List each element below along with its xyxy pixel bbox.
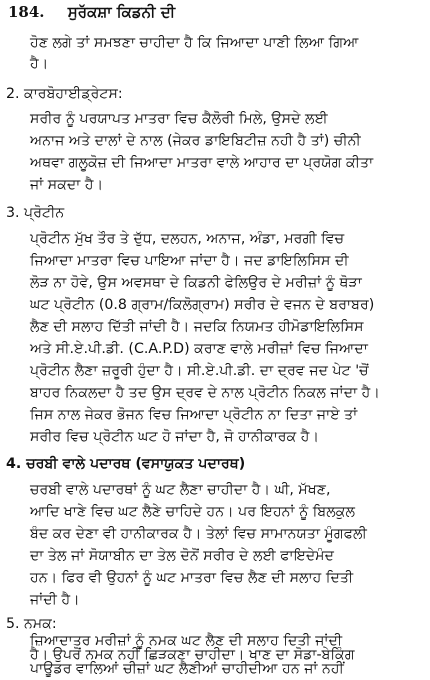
paragraph-line: ਚਰਬੀ ਵਾਲੇ ਪਦਾਰਥਾਂ ਨੂੰ ਘਟ ਲੈਣਾ ਚਾਹੀਦਾ ਹੈ। ਘੀ, ਮੱਖਣ, <box>30 482 331 498</box>
section-heading: 3. ਪ੍ਰੋਟੀਨ <box>6 205 65 221</box>
paragraph-line: ਜਿਸ ਨਾਲ ਜੇਕਰ ਭੋਜਨ ਵਿਚ ਜਿਆਦਾ ਪ੍ਰੋਟੀਨ ਨਾ ਦਿਤਾ ਜਾਏ ਤਾਂ <box>30 407 358 423</box>
section-heading: 5. ਨਮਕ: <box>6 616 57 632</box>
section-heading: 2. ਕਾਰਬੋਹਾਈਡ੍ਰੇਟਸ: <box>6 86 123 102</box>
paragraph-line: ਸਰੀਰ ਨੂੰ ਪਰਯਾਪਤ ਮਾਤਰਾ ਵਿਚ ਕੈਲੋਰੀ ਮਿਲੇ, ਉਸਦੇ ਲਈ <box>30 111 328 127</box>
running-title: ਸੁਰੱਕਸ਼ਾ ਕਿਡਨੀ ਦੀ <box>67 3 176 21</box>
paragraph-line: ਲੋੜ ਨਾ ਹੋਵੇ, ਉਸ ਅਵਸਥਾ ਦੇ ਕਿਡਨੀ ਫੇਲਿਉਰ ਦੇ ਮਰੀਜ਼ਾਂ ਨੂੰ ਥੋੜਾ <box>30 275 362 291</box>
paragraph-line: ਦਾ ਤੇਲ ਜਾਂ ਸੋਯਾਬੀਨ ਦਾ ਤੇਲ ਦੋਨੋਂ ਸਰੀਰ ਦੇ ਲਈ ਫਾਇਦੇਮੰਦ <box>30 548 335 564</box>
paragraph-line: ਪ੍ਰੋਟੀਨ ਮੁੱਖ ਤੌਰ ਤੇ ਦੁੱਧ, ਦਲਹਨ, ਅਨਾਜ, ਅੰਡਾ, ਮਰਗੀ ਵਿਚ <box>30 231 345 247</box>
paragraph-line: ਹੋਣ ਲਗੇ ਤਾਂ ਸਮਝਣਾ ਚਾਹੀਦਾ ਹੈ ਕਿ ਜਿਆਦਾ ਪਾਣੀ ਲਿਆ ਗਿਆ <box>30 35 359 51</box>
paragraph-line: ਪਾਊਡਰ ਵਾਲਿਆਂ ਚੀਜ਼ਾਂ ਘਟ ਲੈਣੀਆਂ ਚਾਹੀਦੀਆ ਹਨ ਜਾਂ ਨਹੀਂ <box>30 661 344 677</box>
section-heading: 4. ਚਰਬੀ ਵਾਲੇ ਪਦਾਰਥ (ਵਸਾਯੁਕਤ ਪਦਾਰਥ) <box>6 456 246 472</box>
paragraph-line: ਅਨਾਜ ਅਤੇ ਦਾਲਾਂ ਦੇ ਨਾਲ (ਜੇਕਰ ਡਾਇਬਿਟੀਜ਼ ਨਹੀ ਹੈ ਤਾਂ) ਚੀਨੀ <box>30 133 361 149</box>
paragraph-line: ਜਾਂ ਸਕਦਾ ਹੈ। <box>30 177 104 193</box>
paragraph-line: ਜਿਆਦਾ ਮਾਤਰਾ ਵਿਚ ਪਾਇਆ ਜਾਂਦਾ ਹੈ। ਜਦ ਡਾਇਲਿਸਿਸ ਦੀ <box>30 253 349 269</box>
paragraph-line: ਅਤੇ ਸੀ.ਏ.ਪੀ.ਡੀ. (C.A.P.D) ਕਰਾਣ ਵਾਲੇ ਮਰੀਜ਼ਾਂ ਵਿਚ ਜਿਆਦਾ <box>30 341 368 357</box>
paragraph-line: ਲੈਣ ਦੀ ਸਲਾਹ ਦਿੱਤੀ ਜਾਂਦੀ ਹੈ। ਜਦਕਿ ਨਿਯਮਤ ਹੀਮੋਡਾਇਲਿਸਿਸ <box>30 319 364 335</box>
paragraph-line: ਜ਼ਿਆਦਾਤਰ ਮਰੀਜ਼ਾਂ ਨੂੰ ਨਮਕ ਘਟ ਲੈਣ ਦੀ ਸਲਾਹ ਦਿਤੀ ਜਾਂਦੀ <box>30 633 343 649</box>
paragraph-line: ਪ੍ਰੋਟੀਨ ਲੈਣਾ ਜ਼ਰੂਰੀ ਹੁੰਦਾ ਹੈ। ਸੀ.ਏ.ਪੀ.ਡੀ. ਦਾ ਦ੍ਰਵ ਜਦ ਪੇਟ 'ਚੋਂ <box>30 363 369 379</box>
paragraph-line: ਬੰਦ ਕਰ ਦੇਣਾ ਵੀ ਹਾਨੀਕਾਰਕ ਹੈ। ਤੇਲਾਂ ਵਿਚ ਸਾਮਾਨਯਤਾ ਮੂੰਗਫਲੀ <box>30 526 367 542</box>
paragraph-line: ਬਾਹਰ ਨਿਕਲਦਾ ਹੈ ਤਦ ਉਸ ਦ੍ਰਵ ਦੇ ਨਾਲ ਪ੍ਰੋਟੀਨ ਨਿਕਲ ਜਾਂਦਾ ਹੈ। <box>30 385 380 401</box>
paragraph-line: ਆਦਿ ਖਾਣੇ ਵਿਚ ਘਟ ਲੈਣੇ ਚਾਹਿਦੇ ਹਨ। ਪਰ ਇਹਨਾਂ ਨੂੰ ਬਿਲਕੁਲ <box>30 504 356 520</box>
paragraph-line: ਘਟ ਪ੍ਰੋਟੀਨ (0.8 ਗ੍ਰਾਮ/ਕਿਲੋਗ੍ਰਾਮ) ਸਰੀਰ ਦੇ ਵਜਨ ਦੇ ਬਰਾਬਰ) <box>30 297 375 313</box>
paragraph-line: ਹਨ। ਫਿਰ ਵੀ ਉਹਨਾਂ ਨੂੰ ਘਟ ਮਾਤਰਾ ਵਿਚ ਲੈਣ ਦੀ ਸਲਾਹ ਦਿਤੀ <box>30 570 354 586</box>
paragraph-line: ਅਥਵਾ ਗਲੂਕੋਜ਼ ਦੀ ਜਿਆਦਾ ਮਾਤਰਾ ਵਾਲੇ ਆਹਾਰ ਦਾ ਪ੍ਰਯੋਗ ਕੀਤਾ <box>30 155 374 171</box>
paragraph-line: ਹੈ। ਉਪਰੋਂ ਨਮਕ ਨਹੀਂ ਛਿੜਕਣਾ ਚਾਹੀਦਾ। ਖਾਣ ਦਾ ਸੋਡਾ-ਬੇਕਿੰਗ <box>30 647 355 663</box>
paragraph-line: ਜਾਂਦੀ ਹੈ। <box>30 592 80 608</box>
page-header <box>8 3 175 21</box>
paragraph-line: ਸਰੀਰ ਵਿਚ ਪ੍ਰੋਟੀਨ ਘਟ ਹੋ ਜਾਂਦਾ ਹੈ, ਜੋ ਹਾਨੀਕਾਰਕ ਹੈ। <box>30 429 320 445</box>
paragraph-line: ਹੈ। <box>30 56 49 72</box>
page-number: 184. <box>8 3 45 21</box>
